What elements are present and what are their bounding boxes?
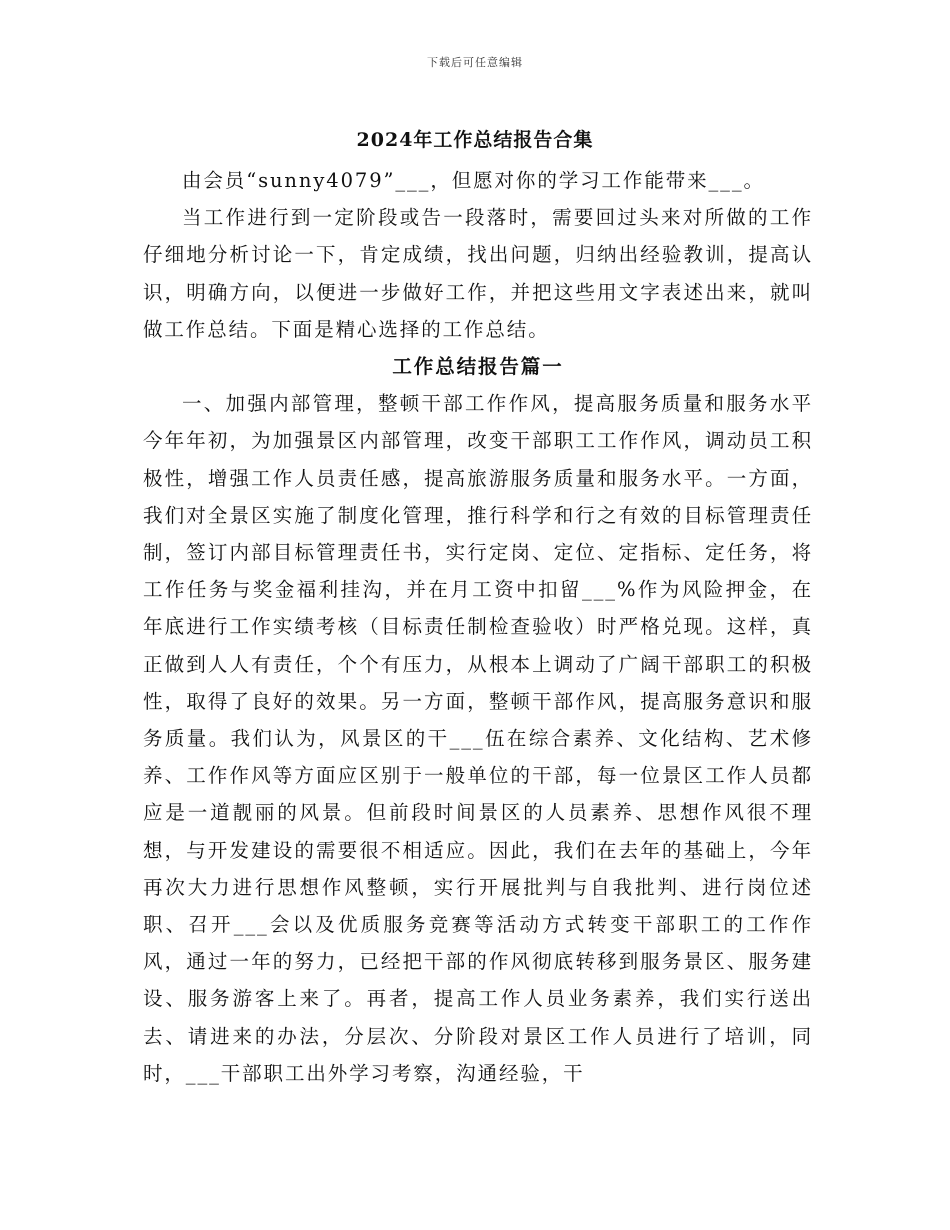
intro-paragraph-definition: 当工作进行到一定阶段或告一段落时，需要回过头来对所做的工作仔细地分析讨论一下，肯定成绩，找出问题，归纳出经验教训，提高认识，明确方向，以便进一步做好工作，并把这些用文字表述出来，就叫做工作总结。下面是精心选择的工作总结。 <box>143 206 813 341</box>
document-title: 2024年工作总结报告合集 <box>356 129 594 151</box>
header-note: 下载后可任意编辑 <box>427 56 523 69</box>
section-paragraph: 一、加强内部管理，整顿干部工作作风，提高服务质量和服务水平今年年初，为加强景区内部管理，改变干部职工工作作风，调动员工积极性，增强工作人员责任感，提高旅游服务质量和服务水平。一方面，我们对全景区实施了制度化管理，推行科学和行之有效的目标管理责任制，签订内部目标管理责任书，实行定岗、定位、定指标、定任务，将工作任务与奖金福利挂沟，并在月工资中扣留___%作为风险押金，在年底进行工作实绩考核（目标责任制检查验收）时严格兑现。这样，真正做到人人有责任，个个有压力，从根本上调动了广阔干部职工的积极性，取得了良好的效果。另一方面，整顿干部作风，提高服务意识和服务质量。我们认为，风景区的干___伍在综合素养、文化结构、艺术修养、工作作风等方面应区别于一般单位的干部，每一位景区工作人员都应是一道靓丽的风景。但前段时间景区的人员素养、思想作风很不理想，与开发建设的需要很不相适应。因此，我们在去年的基础上，今年再次大力进行思想作风整顿，实行开展批判与自我批判、进行岗位述职、召开___会以及优质服务竞赛等活动方式转变干部职工的工作作风，通过一年的努力，已经把干部的作风彻底转移到服务景区、服务建设、服务游客上来了。再者，提高工作人员业务素养，我们实行送出去、请进来的办法，分层次、分阶段对景区工作人员进行了培训，同时，___干部职工出外学习考察，沟通经验，干 <box>143 392 813 1085</box>
section-heading: 工作总结报告篇一 <box>392 355 564 379</box>
document-body <box>143 162 813 1092</box>
intro-paragraph-member: 由会员“sunny4079”___，但愿对你的学习工作能带来___。 <box>182 169 765 192</box>
